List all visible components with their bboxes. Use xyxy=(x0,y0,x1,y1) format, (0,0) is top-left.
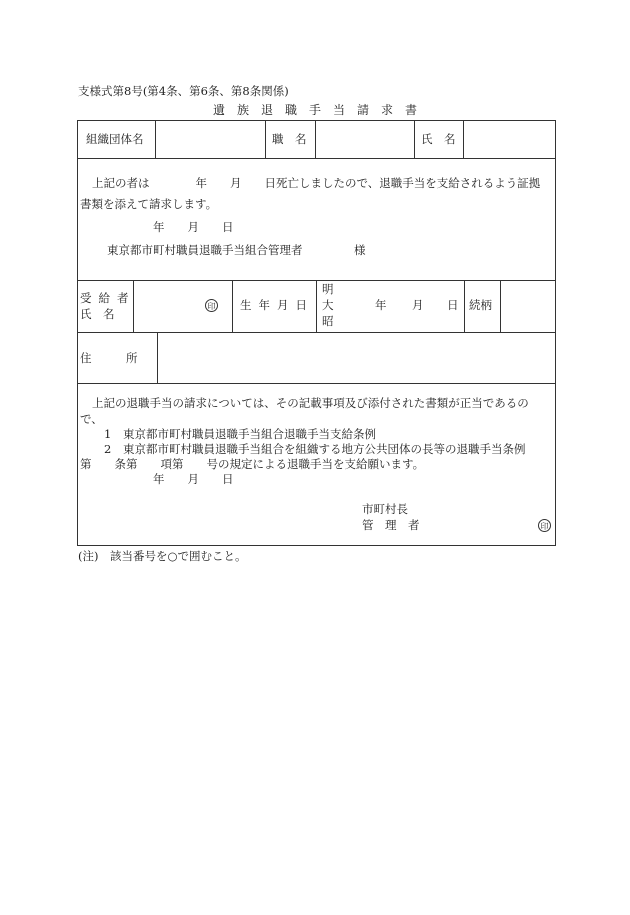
form-title: 遺族退職手当請求書 xyxy=(213,103,430,117)
approval-line-2: で、 xyxy=(80,412,103,426)
relation-field[interactable] xyxy=(502,281,555,331)
address-label: 住 所 xyxy=(80,351,138,365)
request-line-1: 上記の者は 年 月 日死亡しましたので、退職手当を支給されるよう証拠 xyxy=(92,176,541,190)
birth-year: 年 xyxy=(375,298,387,312)
org-name-field[interactable] xyxy=(157,121,264,157)
name-label: 氏 名 xyxy=(421,132,456,146)
request-addressee: 東京都市町村職員退職手当組合管理者 xyxy=(107,243,303,257)
manager-seal-icon: 印 xyxy=(538,519,551,532)
approval-item2-text: 東京都市町村職員退職手当組合を組織する地方公共団体の長等の退職手当条例 xyxy=(123,442,526,456)
era-taisho[interactable]: 大 xyxy=(322,298,334,312)
form-reference: 支様式第8号(第4条、第6条、第8条関係) xyxy=(78,84,289,98)
approval-date: 年 月 日 xyxy=(153,472,234,486)
birth-month: 月 xyxy=(412,298,424,312)
recipient-label-line1: 受給者 xyxy=(80,291,136,305)
approval-item2-number: 2 xyxy=(104,442,112,456)
request-honorific: 様 xyxy=(354,243,366,257)
rule-row1 xyxy=(77,158,556,159)
relation-label: 続柄 xyxy=(469,298,492,312)
footnote: (注) 該当番号を○で囲むこと。 xyxy=(78,549,247,563)
name-field[interactable] xyxy=(465,121,555,157)
rule-row4 xyxy=(77,383,556,384)
era-meiji[interactable]: 明 xyxy=(322,282,334,296)
post-field[interactable] xyxy=(317,121,413,157)
approval-item1-number: 1 xyxy=(104,427,112,441)
request-date: 年 月 日 xyxy=(153,220,234,234)
address-field[interactable] xyxy=(159,333,555,382)
recipient-seal-icon: 印 xyxy=(205,299,218,312)
era-showa[interactable]: 昭 xyxy=(322,314,334,328)
birth-date-label: 生年月日 xyxy=(240,298,314,312)
approval-item1-text: 東京都市町村職員退職手当組合退職手当支給条例 xyxy=(123,427,376,441)
recipient-name-field[interactable] xyxy=(135,281,195,331)
post-label: 職 名 xyxy=(272,132,307,146)
manager-label: 管 理 者 xyxy=(362,518,420,532)
mayor-label: 市町村長 xyxy=(362,502,408,516)
recipient-label-line2: 氏 名 xyxy=(80,307,115,321)
birth-day: 日 xyxy=(447,298,459,312)
approval-line-1: 上記の退職手当の請求については、その記載事項及び添付された書類が正当であるの xyxy=(92,396,529,410)
org-label: 組織団体名 xyxy=(86,132,144,146)
request-line-2: 書類を添えて請求します。 xyxy=(80,197,218,211)
approval-article-line: 第 条第 項第 号の規定による退職手当を支給願います。 xyxy=(80,457,425,471)
